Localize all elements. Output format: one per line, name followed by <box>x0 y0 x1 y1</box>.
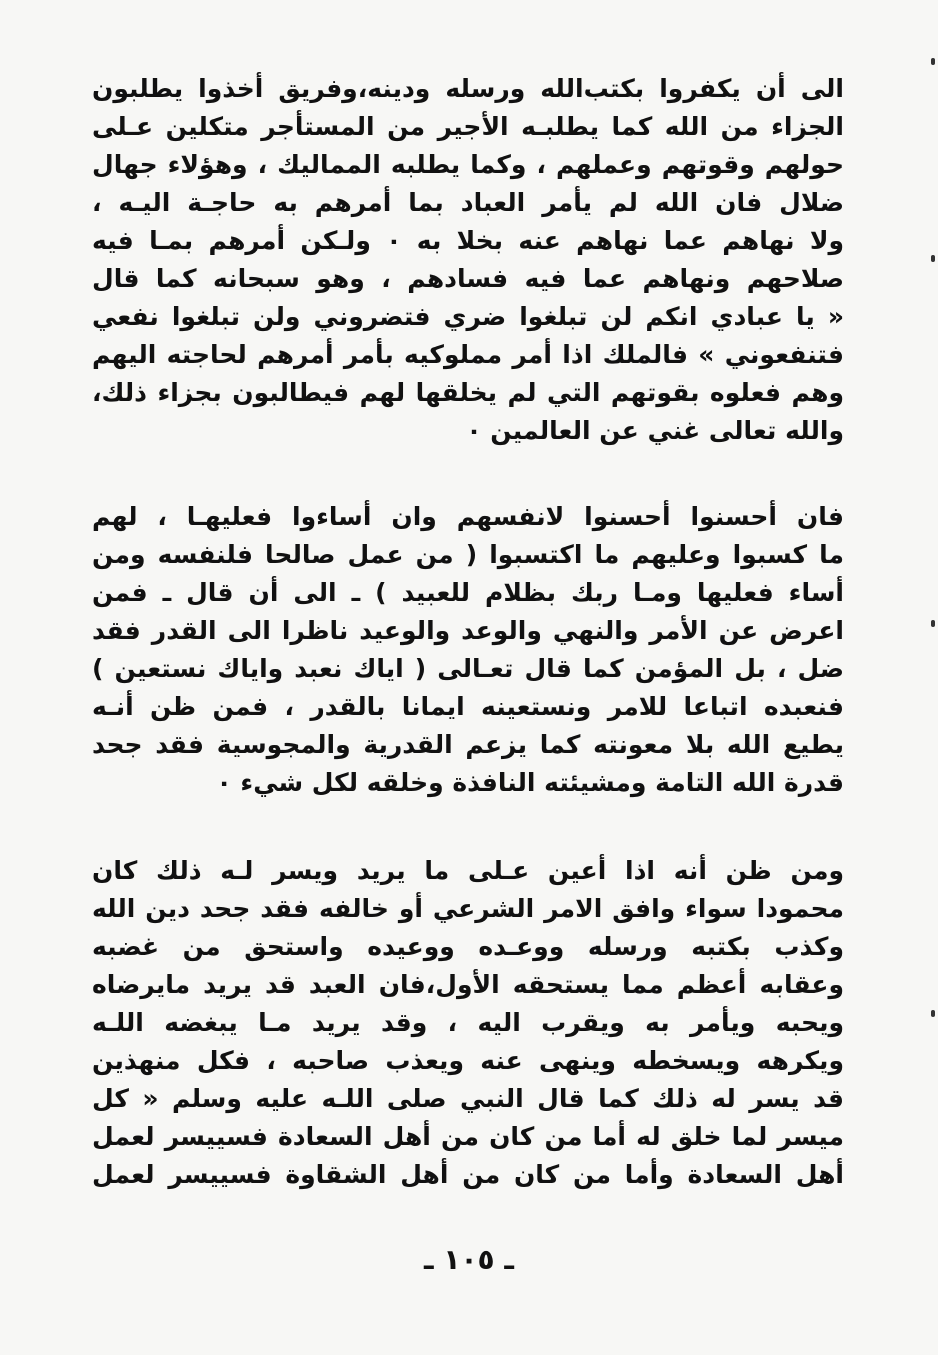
text-line: ضلال فان الله لم يأمر العباد بما أمرهم به حاجـة اليـه ، <box>92 188 844 217</box>
text-line: ويكرهه ويسخطه وينهى عنه ويعذب صاحبه ، فكل منهذين <box>92 1046 844 1075</box>
text-line: يطيع الله بلا معونته كما يزعم القدرية والمجوسية فقد جحد <box>92 730 844 759</box>
scan-edge-mark <box>931 255 935 262</box>
text-line: فنعبده اتباعا للامر ونستعينه ايمانا بالقدر ، فمن ظن أنـه <box>92 692 844 721</box>
text-line: ولا نهاهم عما نهاهم عنه بخلا به ٠ ولـكن أمرهم بمـا فيه <box>92 226 844 255</box>
text-line: محمودا سواء وافق الامر الشرعي أو خالفه فقد جحد دين الله <box>92 894 844 923</box>
scan-edge-mark <box>931 1010 935 1017</box>
text-line: اعرض عن الأمر والنهي والوعد والوعيد ناظرا الى القدر فقد <box>92 616 844 645</box>
page-number: ـ ١٠٥ ـ <box>424 1243 514 1276</box>
text-line: قد يسر له ذلك كما قال النبي صلى اللـه عليه وسلم « كل <box>92 1084 844 1113</box>
text-line: ما كسبوا وعليهم ما اكتسبوا ( من عمل صالحا فلنفسه ومن <box>92 540 844 569</box>
paragraph-3 <box>92 852 844 1194</box>
scan-edge-mark <box>931 58 935 65</box>
text-line: « يا عبادي انكم لن تبلغوا ضري فتضروني ولن تبلغوا نفعي <box>92 302 844 331</box>
text-line: صلاحهم ونهاهم عما فيه فسادهم ، وهو سبحانه كما قال <box>92 264 844 293</box>
paragraph-2 <box>92 498 844 802</box>
text-line: حولهم وقوتهم وعملهم ، وكما يطلبه المماليك ، وهؤلاء جهال <box>92 150 844 179</box>
text-line: ميسر لما خلق له أما من كان من أهل السعادة فسييسر لعمل <box>92 1122 844 1151</box>
text-line: والله تعالى غني عن العالمين ٠ <box>466 416 844 445</box>
text-line: وعقابه أعظم مما يستحقه الأول،فان العبد قد يريد مايرضاه <box>92 970 844 999</box>
text-line: الجزاء من الله كما يطلبـه الأجير من المستأجر متكلين عـلى <box>92 112 844 141</box>
text-line: ويحبه ويأمر به ويقرب اليه ، وقد يريد مـا يبغضه اللـه <box>92 1008 844 1037</box>
text-line: ضل ، بل المؤمن كما قال تعـالى ( اياك نعبد واياك نستعين ) <box>92 654 844 683</box>
text-line: ومن ظن أنه اذا أعين عـلى ما يريد ويسر لـه ذلك كان <box>92 856 844 885</box>
text-line: وكذب بكتبه ورسله ووعـده ووعيده واستحق من غضبه <box>92 932 844 961</box>
text-line: قدرة الله التامة ومشيئته النافذة وخلقه لكل شيء ٠ <box>216 768 844 797</box>
text-line: أهل السعادة وأما من كان من أهل الشقاوة فسييسر لعمل <box>92 1160 844 1189</box>
text-line: فان أحسنوا أحسنوا لانفسهم وان أساءوا فعليهـا ، لهم <box>92 502 844 531</box>
scan-edge-mark <box>931 620 935 627</box>
paragraph-1 <box>92 70 844 450</box>
text-line: الى أن يكفروا بكتب‌الله ورسله ودينه،وفريق أخذوا يطلبون <box>92 74 844 103</box>
text-line: وهم فعلوه بقوتهم التي لم يخلقها لهم فيطالبون بجزاء ذلك، <box>92 378 844 407</box>
text-line: أساء فعليها ومـا ربك بظلام للعبيد ) ـ الى أن قال ـ فمن <box>92 578 844 607</box>
text-line: فتنفعوني » فالملك اذا أمر مملوكيه بأمر أمرهم لحاجته اليهم <box>92 340 844 369</box>
